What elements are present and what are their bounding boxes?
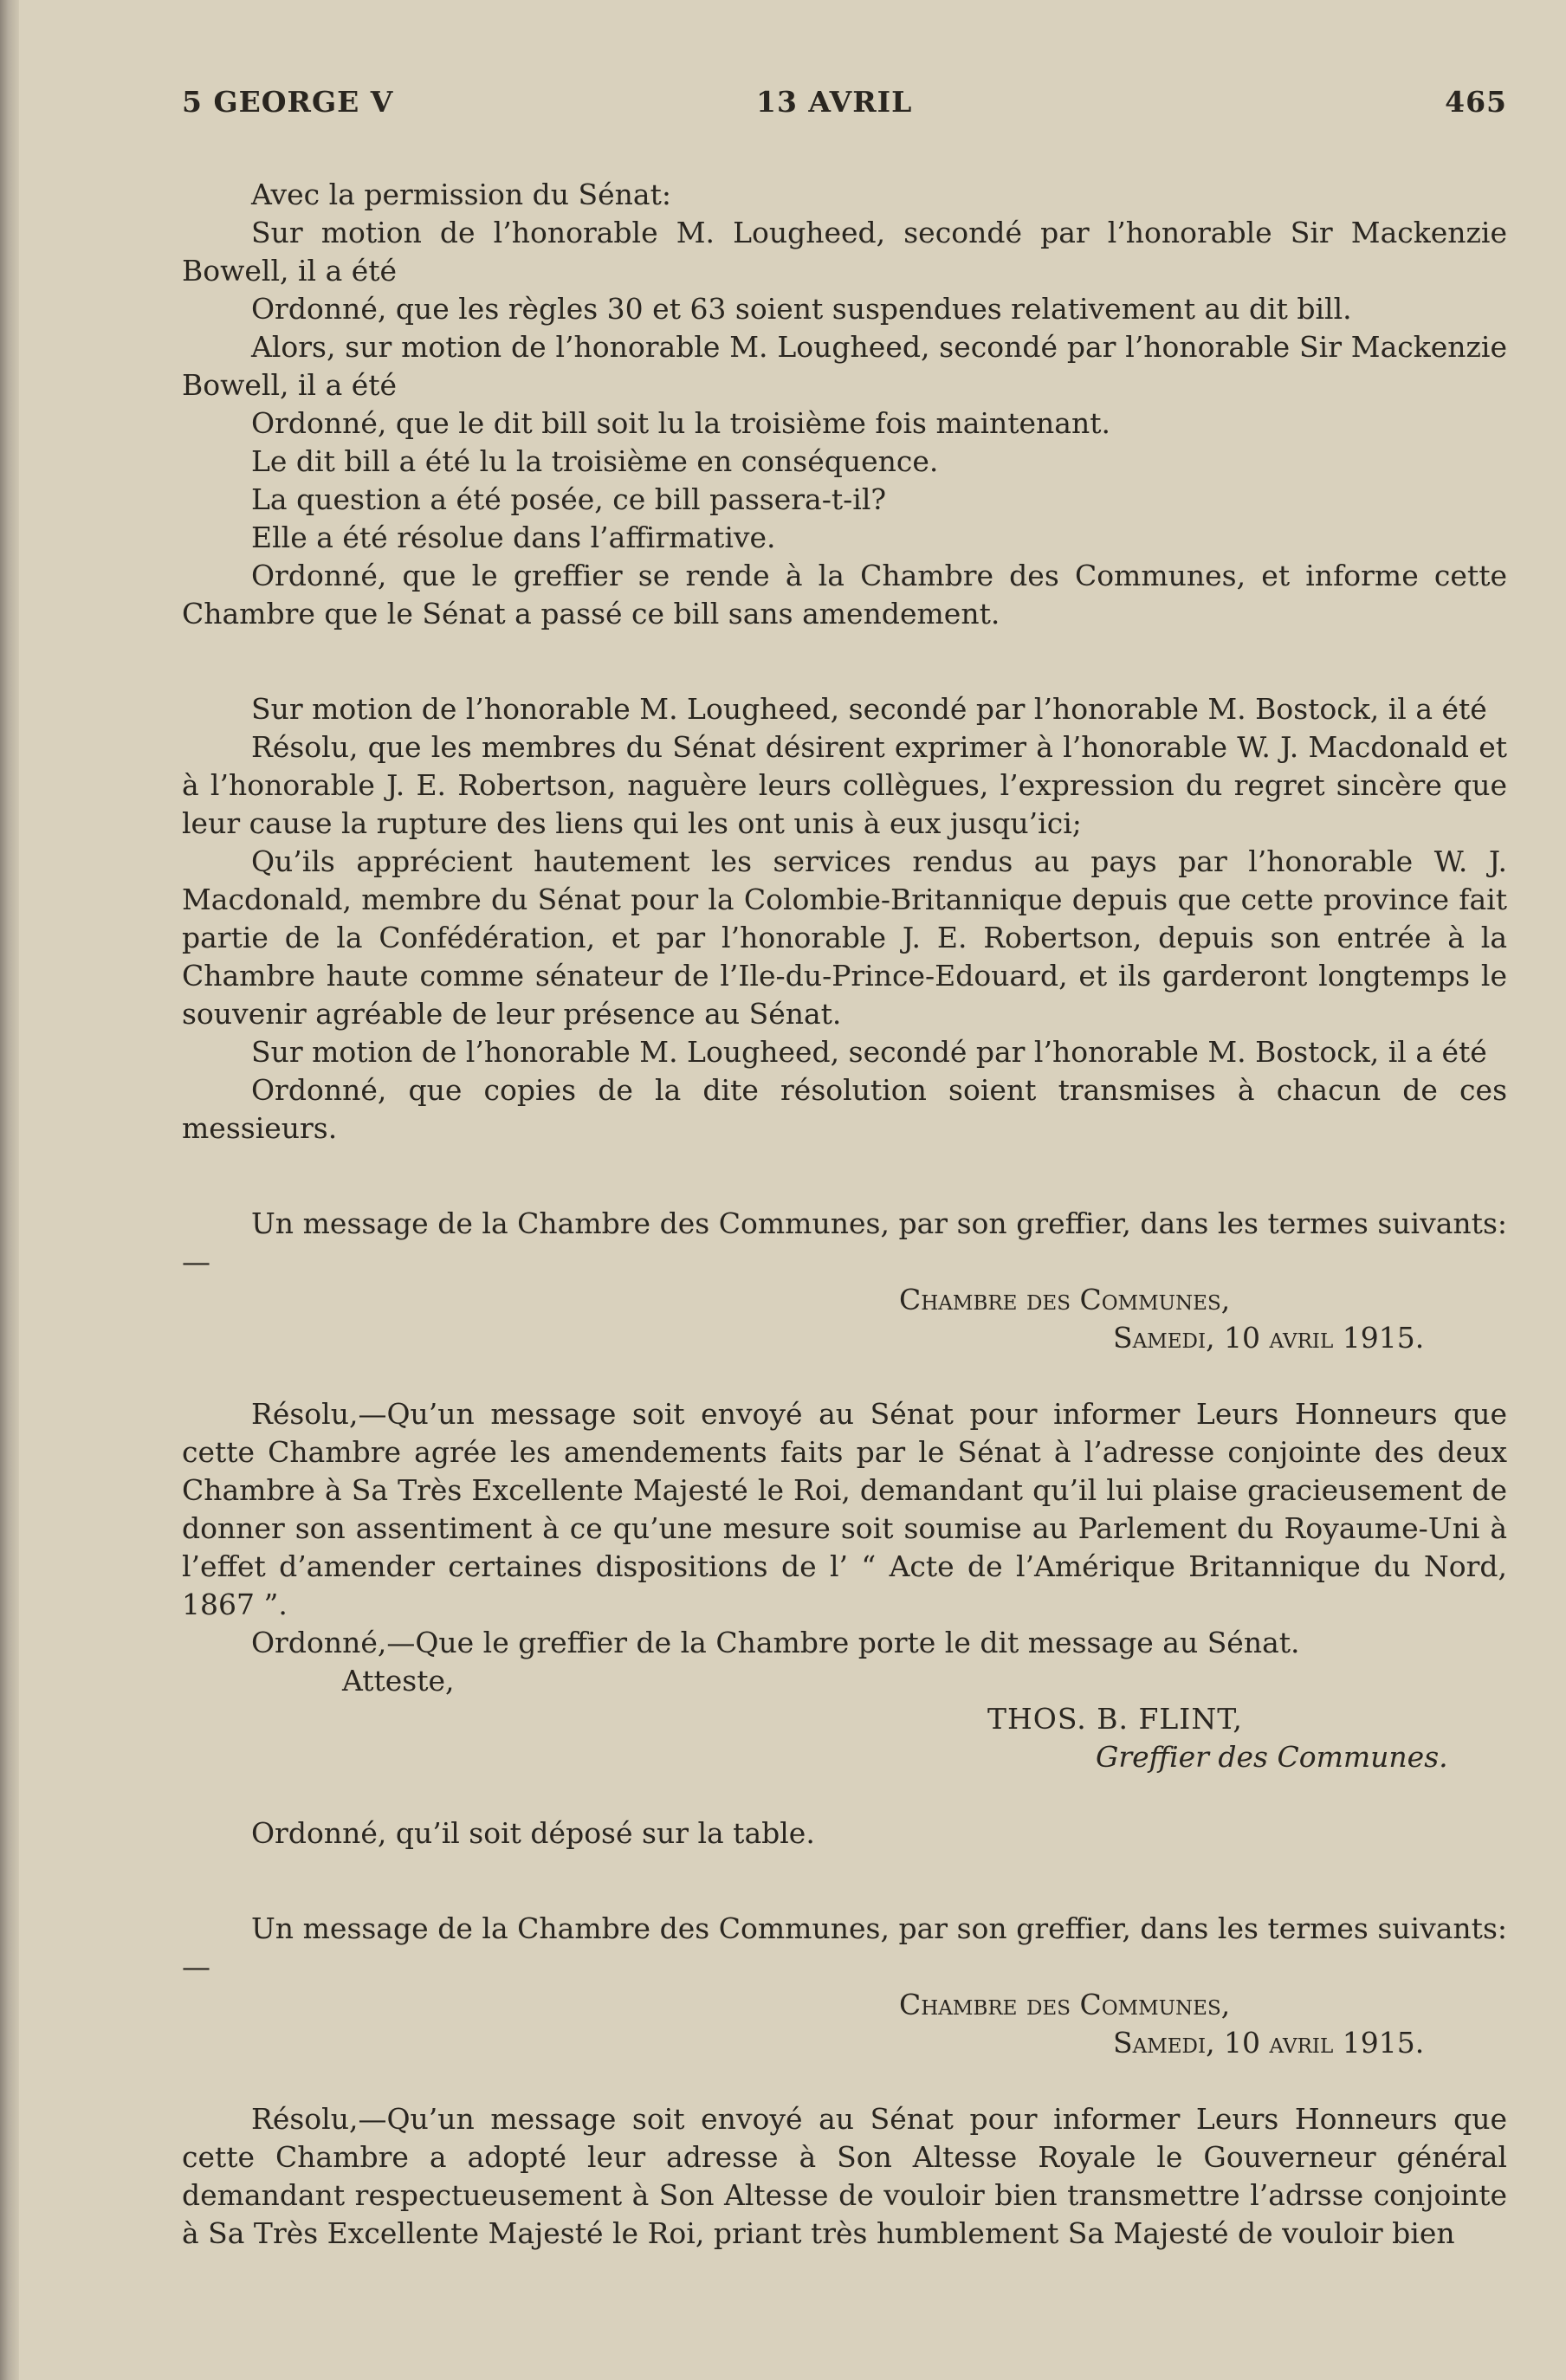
paragraph: Ordonné, que le greffier se rende à la Chambre des Communes, et informe cette Chambre que le Sénat a passé ce bill sans amendement.: [182, 559, 1507, 631]
signature-block: [182, 1700, 1507, 1776]
spacer: [182, 2062, 1507, 2100]
paragraph: Sur motion de l’honorable M. Lougheed, secondé par l’honorable Sir Mackenzie Bowell, il a été: [182, 216, 1507, 288]
paragraph: Un message de la Chambre des Communes, par son greffier, dans les termes suivants:—: [182, 1911, 1507, 1983]
paragraph: Ordonné, que copies de la dite résolution soient transmises à chacun de ces messieurs.: [182, 1073, 1507, 1145]
spacer: [182, 1853, 1507, 1910]
message-date: Samedi, 10 avril 1915.: [1113, 1321, 1425, 1355]
paragraph: Le dit bill a été lu la troisième en conséquence.: [251, 444, 939, 478]
spacer: [182, 1148, 1507, 1205]
paragraph: Alors, sur motion de l’honorable M. Lougheed, secondé par l’honorable Sir Mackenzie Bowell, il a été: [182, 330, 1507, 402]
attestation: Atteste,: [342, 1664, 455, 1698]
header-date: 13 AVRIL: [756, 85, 913, 119]
spacer: [182, 1776, 1507, 1814]
message-from: Chambre des Communes,: [899, 1283, 1231, 1316]
paragraph: Sur motion de l’honorable M. Lougheed, secondé par l’honorable M. Bostock, il a été: [251, 1035, 1487, 1069]
signatory-role: Greffier des Communes.: [1096, 1740, 1448, 1774]
paragraph: Avec la permission du Sénat:: [251, 178, 671, 211]
paragraph: Ordonné, que les règles 30 et 63 soient suspendues relativement au dit bill.: [251, 292, 1352, 326]
spacer: [182, 633, 1507, 690]
spacer: [182, 1357, 1507, 1395]
section-message-two: [182, 1910, 1507, 2253]
document-page: [182, 0, 1507, 2380]
paragraph: Sur motion de l’honorable M. Lougheed, secondé par l’honorable M. Bostock, il a été: [251, 692, 1487, 726]
paragraph: Ordonné, que le dit bill soit lu la troisième fois maintenant.: [251, 406, 1110, 440]
message-from: Chambre des Communes,: [899, 1988, 1231, 2021]
paragraph: Ordonné,—Que le greffier de la Chambre porte le dit message au Sénat.: [251, 1626, 1300, 1659]
message-heading: [182, 1986, 1507, 2062]
paragraph: Elle a été résolue dans l’affirmative.: [251, 521, 776, 554]
signatory-name: THOS. B. FLINT,: [987, 1702, 1243, 1736]
paragraph: La question a été posée, ce bill passera-t-il?: [251, 482, 887, 516]
paragraph: Un message de la Chambre des Communes, par son greffier, dans les termes suivants:—: [182, 1206, 1507, 1278]
page-body: [182, 176, 1507, 2253]
paragraph: Qu’ils apprécient hautement les services rendus au pays par l’honorable W. J. Macdonald, membre du Sénat pour la Colombie-Britannique depuis que cette province fait partie de la Confédération, et par l’honorable J. E. Robertson, depuis son entrée à la Chambre haute comme sénateur de l’Ile-du-Prince-Edouard, et ils garderont longtemps le souvenir agréable de leur présence au Sénat.: [182, 844, 1507, 1031]
running-header: [182, 85, 1507, 128]
page-number: 465: [1445, 85, 1507, 119]
section-resolution-senators: [182, 690, 1507, 1148]
message-date: Samedi, 10 avril 1915.: [1113, 2026, 1425, 2060]
paragraph: Résolu, que les membres du Sénat désirent exprimer à l’honorable W. J. Macdonald et à l’honorable J. E. Robertson, naguère leurs collègues, l’expression du regret sincère que leur cause la rupture des liens qui les ont unis à eux jusqu’ici;: [182, 730, 1507, 840]
paragraph: Résolu,—Qu’un message soit envoyé au Sénat pour informer Leurs Honneurs que cette Chambre agrée les amendements faits par le Sénat à l’adresse conjointe des deux Chambre à Sa Très Excellente Majesté le Roi, demandant qu’il lui plaise gracieusement de donner son assentiment à ce qu’une mesure soit soumise au Parlement du Royaume-Uni à l’effet d’amender certaines dispositions de l’ “ Acte de l’Amérique Britannique du Nord, 1867 ”.: [182, 1397, 1507, 1621]
section-third-reading: [182, 176, 1507, 633]
paragraph: Résolu,—Qu’un message soit envoyé au Sénat pour informer Leurs Honneurs que cette Chambre a adopté leur adresse à Son Altesse Royale le Gouverneur général demandant respectueusement à Son Altesse de vouloir bien transmettre l’adrsse conjointe à Sa Très Excellente Majesté le Roi, priant très humblement Sa Majesté de vouloir bien: [182, 2102, 1507, 2250]
message-heading: [182, 1281, 1507, 1357]
page-binding-shadow: [0, 0, 19, 2380]
paragraph: Ordonné, qu’il soit déposé sur la table.: [251, 1816, 815, 1850]
header-session: 5 GEORGE V: [182, 85, 394, 119]
section-message-one: [182, 1205, 1507, 1853]
